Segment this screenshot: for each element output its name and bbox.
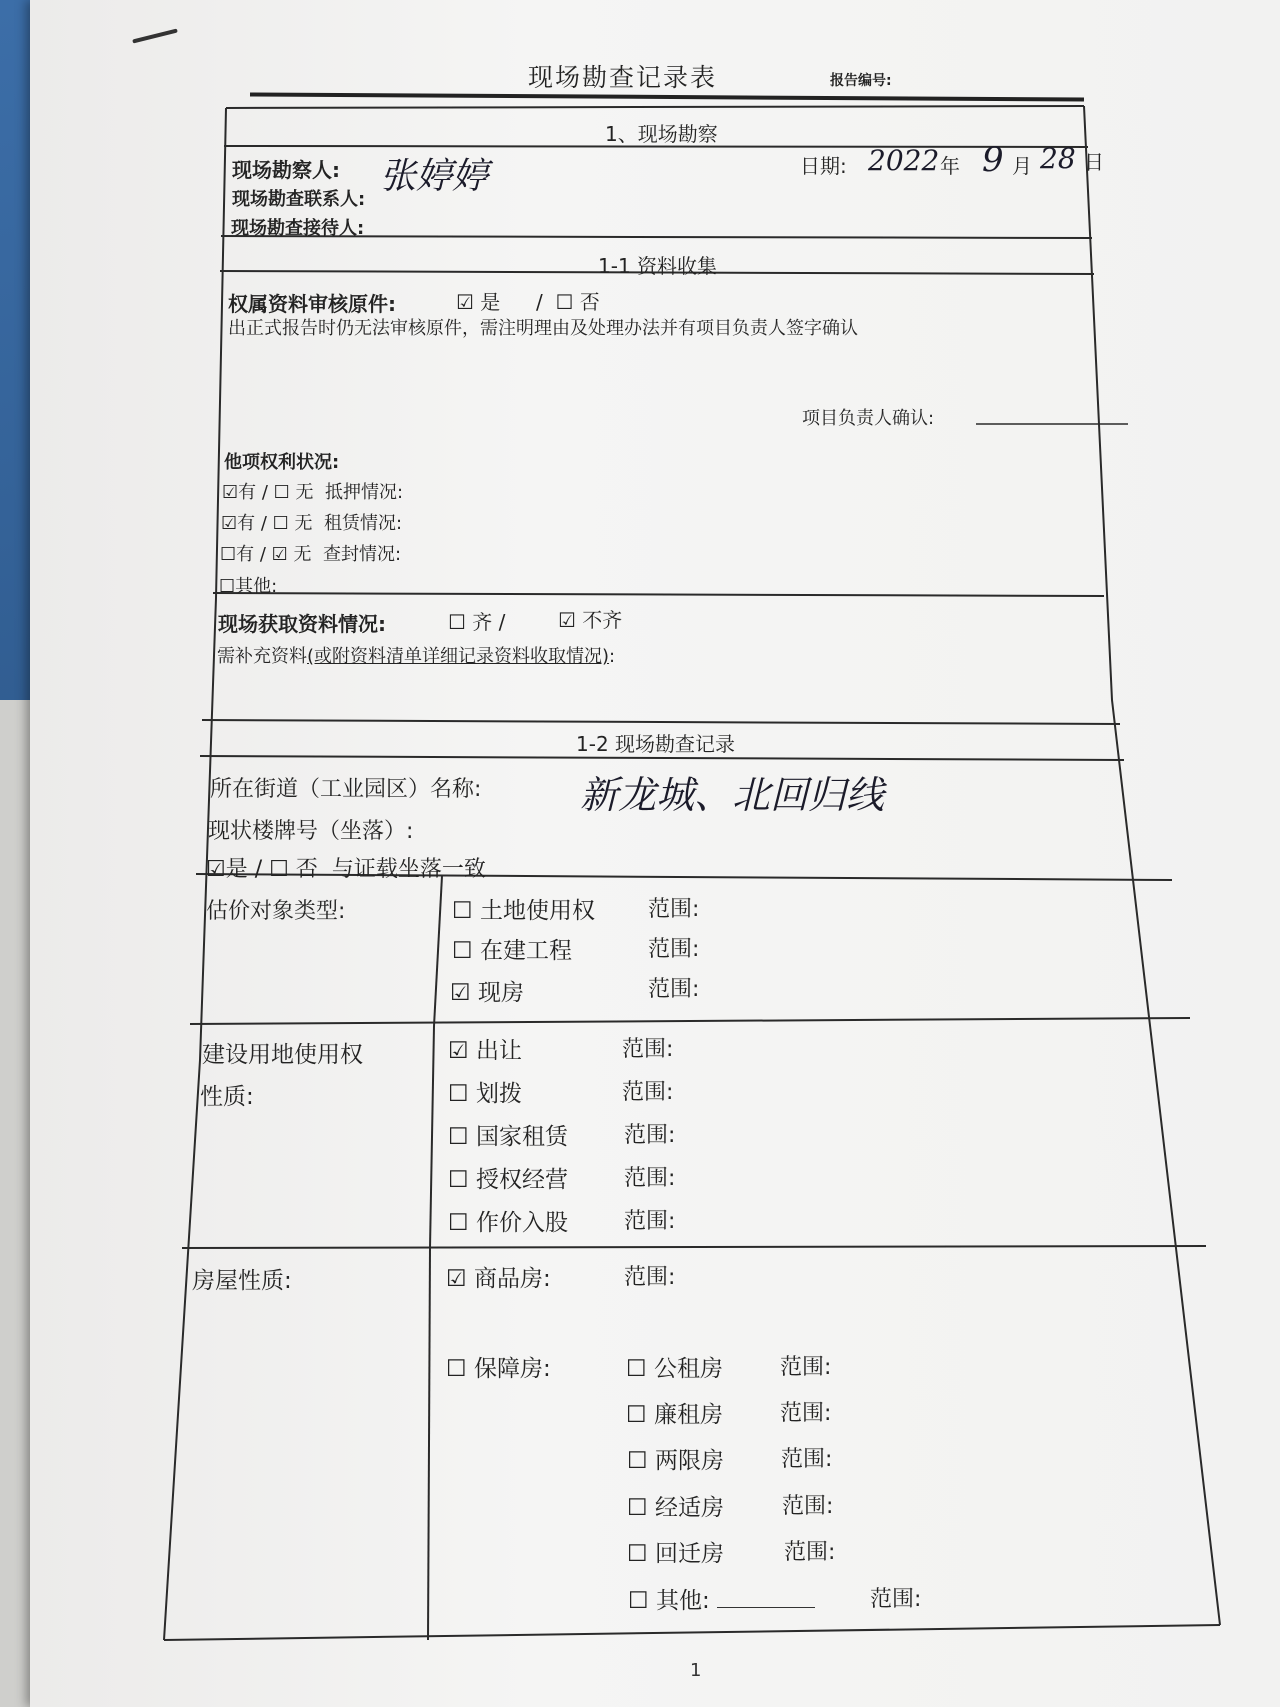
date-year-value: 2022 xyxy=(868,144,940,177)
option-label: 公租房 xyxy=(653,1356,723,1382)
ownership-docs-label: 权属资料审核原件: xyxy=(228,292,396,316)
surveyor-signature: 张婷婷 xyxy=(380,156,489,197)
land-nature-allocation[interactable]: ☐ 划拨 xyxy=(448,1081,522,1107)
docs-incomplete-option[interactable]: ☑ 不齐 xyxy=(558,608,623,632)
option-label: 划拨 xyxy=(475,1081,522,1107)
affordable-other[interactable]: ☐ 其他: xyxy=(628,1582,815,1615)
docs-incomplete-label: 不齐 xyxy=(582,608,623,632)
rights-row-lease[interactable]: ☑有 / ☐ 无 租赁情况: xyxy=(221,513,403,534)
pm-confirm-label: 项目负责人确认: xyxy=(802,408,935,429)
street-name-value: 新龙城、北回归线 xyxy=(580,773,885,817)
section-header-docs: 1-1 资料收集 xyxy=(598,254,718,278)
supplement-colon: : xyxy=(609,646,616,667)
range-label: 范围: xyxy=(782,1494,834,1519)
right-yes-label: 有 xyxy=(238,482,257,503)
right-no-label: 无 xyxy=(295,482,314,503)
range-label: 范围: xyxy=(781,1447,833,1472)
object-type-label: 估价对象类型: xyxy=(206,899,346,924)
range-label: 范围: xyxy=(648,937,700,962)
land-nature-label-line1: 建设用地使用权 xyxy=(202,1042,363,1068)
option-label: 商品房: xyxy=(473,1266,551,1292)
onsite-docs-label: 现场获取资料情况: xyxy=(218,612,386,636)
contact-label: 现场勘查联系人: xyxy=(232,189,366,210)
date-day-value: 28 xyxy=(1040,142,1076,175)
rights-row-mortgage[interactable]: ☑有 / ☐ 无 抵押情况: xyxy=(222,482,404,503)
house-nature-label: 房屋性质: xyxy=(192,1268,292,1294)
supplement-note: (或附资料清单详细记录资料收取情况) xyxy=(307,646,610,667)
month-label: 月 xyxy=(1012,154,1032,178)
land-nature-capital-contribution[interactable]: ☐ 作价入股 xyxy=(448,1210,568,1236)
other-blank[interactable] xyxy=(717,1607,815,1608)
option-label: 廉租房 xyxy=(653,1402,723,1428)
option-label: 出让 xyxy=(475,1038,522,1064)
page-number: 1 xyxy=(690,1660,702,1681)
range-label: 范围: xyxy=(648,977,700,1002)
location-consistent-row[interactable]: ☑是 / ☐ 否 与证载坐落一致 xyxy=(206,857,486,882)
option-label: 土地使用权 xyxy=(479,898,595,924)
house-nature-affordable[interactable]: ☐ 保障房: xyxy=(446,1356,551,1382)
ownership-yes-option[interactable]: ☑ 是 xyxy=(456,290,501,314)
building-number-label: 现状楼牌号（坐落）: xyxy=(208,819,414,844)
year-label: 年 xyxy=(940,154,960,178)
day-label: 日 xyxy=(1084,150,1104,174)
house-nature-commercial[interactable]: ☑ 商品房: xyxy=(446,1266,551,1292)
original-docs-note: 出正式报告时仍无法审核原件，需注明理由及处理办法并有项目负责人签字确认 xyxy=(228,318,858,339)
ownership-no-label: 否 xyxy=(579,290,600,314)
right-yes-label: 有 xyxy=(236,544,255,565)
option-label: 两限房 xyxy=(654,1448,724,1474)
range-label: 范围: xyxy=(624,1123,676,1148)
option-label: 经适房 xyxy=(654,1495,724,1521)
date-month-value: 9 xyxy=(982,140,1004,180)
land-nature-transfer[interactable]: ☑ 出让 xyxy=(448,1038,522,1064)
rights-row-seizure[interactable]: ☐有 / ☑ 无 查封情况: xyxy=(220,544,402,565)
range-label: 范围: xyxy=(784,1540,836,1565)
ownership-no-option[interactable]: / ☐ 否 xyxy=(536,290,600,314)
right-yes-label: 有 xyxy=(237,513,256,534)
option-label: 现房 xyxy=(477,980,524,1006)
option-label: 在建工程 xyxy=(479,938,572,964)
right-label: 租赁情况: xyxy=(323,513,403,534)
range-label: 范围: xyxy=(780,1401,832,1426)
option-label: 国家租赁 xyxy=(475,1124,568,1150)
range-label: 范围: xyxy=(870,1587,922,1612)
consistent-label: 与证载坐落一致 xyxy=(331,857,486,882)
option-label: 其他: xyxy=(655,1588,710,1614)
land-nature-authorized-operation[interactable]: ☐ 授权经营 xyxy=(448,1167,568,1193)
supplement-label: 需补充资料 xyxy=(217,646,307,667)
affordable-price-limited[interactable]: ☐ 两限房 xyxy=(627,1448,724,1474)
form-title: 现场勘查记录表 xyxy=(528,63,718,92)
rights-row-other[interactable]: ☐其他: xyxy=(219,576,278,597)
object-type-land[interactable]: ☐ 土地使用权 xyxy=(452,898,595,924)
affordable-low-rent[interactable]: ☐ 廉租房 xyxy=(626,1402,723,1428)
option-label: 回迁房 xyxy=(654,1541,724,1567)
right-label: 抵押情况: xyxy=(324,482,404,503)
option-label: 保障房: xyxy=(473,1356,551,1382)
affordable-economic[interactable]: ☐ 经适房 xyxy=(627,1495,724,1521)
range-label: 范围: xyxy=(622,1080,674,1105)
consistent-no-label: 否 xyxy=(295,857,318,882)
object-type-under-construction[interactable]: ☐ 在建工程 xyxy=(452,938,572,964)
street-name-label: 所在街道（工业园区）名称: xyxy=(210,777,482,802)
range-label: 范围: xyxy=(648,897,700,922)
section-header-site-survey: 1、现场勘察 xyxy=(605,122,718,146)
ownership-yes-label: 是 xyxy=(480,290,501,314)
range-label: 范围: xyxy=(624,1209,676,1234)
range-label: 范围: xyxy=(624,1265,676,1290)
option-separator: / xyxy=(536,290,543,314)
section-header-survey-record: 1-2 现场勘查记录 xyxy=(576,732,736,756)
option-label: 作价入股 xyxy=(475,1210,568,1236)
consistent-yes-label: 是 xyxy=(225,857,248,882)
option-label: 授权经营 xyxy=(475,1167,568,1193)
supplement-docs-line xyxy=(217,642,615,668)
surveyor-label: 现场勘察人: xyxy=(232,158,340,182)
object-type-existing-house[interactable]: ☑ 现房 xyxy=(450,980,524,1006)
affordable-public-rental[interactable]: ☐ 公租房 xyxy=(626,1356,723,1382)
range-label: 范围: xyxy=(624,1166,676,1191)
other-rights-label: 他项权利状况: xyxy=(224,452,340,473)
receiver-label: 现场勘查接待人: xyxy=(231,218,365,239)
report-number-label: 报告编号: xyxy=(830,73,892,89)
affordable-relocation[interactable]: ☐ 回迁房 xyxy=(627,1541,724,1567)
right-no-label: 无 xyxy=(294,513,313,534)
range-label: 范围: xyxy=(780,1355,832,1380)
right-no-label: 无 xyxy=(293,544,312,565)
date-label: 日期: xyxy=(800,154,847,178)
land-nature-state-lease[interactable]: ☐ 国家租赁 xyxy=(448,1124,568,1150)
docs-complete-option[interactable]: ☐ 齐 / xyxy=(448,610,506,634)
other-label: 其他: xyxy=(235,576,278,597)
docs-complete-label: 齐 xyxy=(472,610,493,634)
range-label: 范围: xyxy=(622,1037,674,1062)
right-label: 查封情况: xyxy=(322,544,402,565)
land-nature-label-line2: 性质: xyxy=(200,1084,254,1110)
